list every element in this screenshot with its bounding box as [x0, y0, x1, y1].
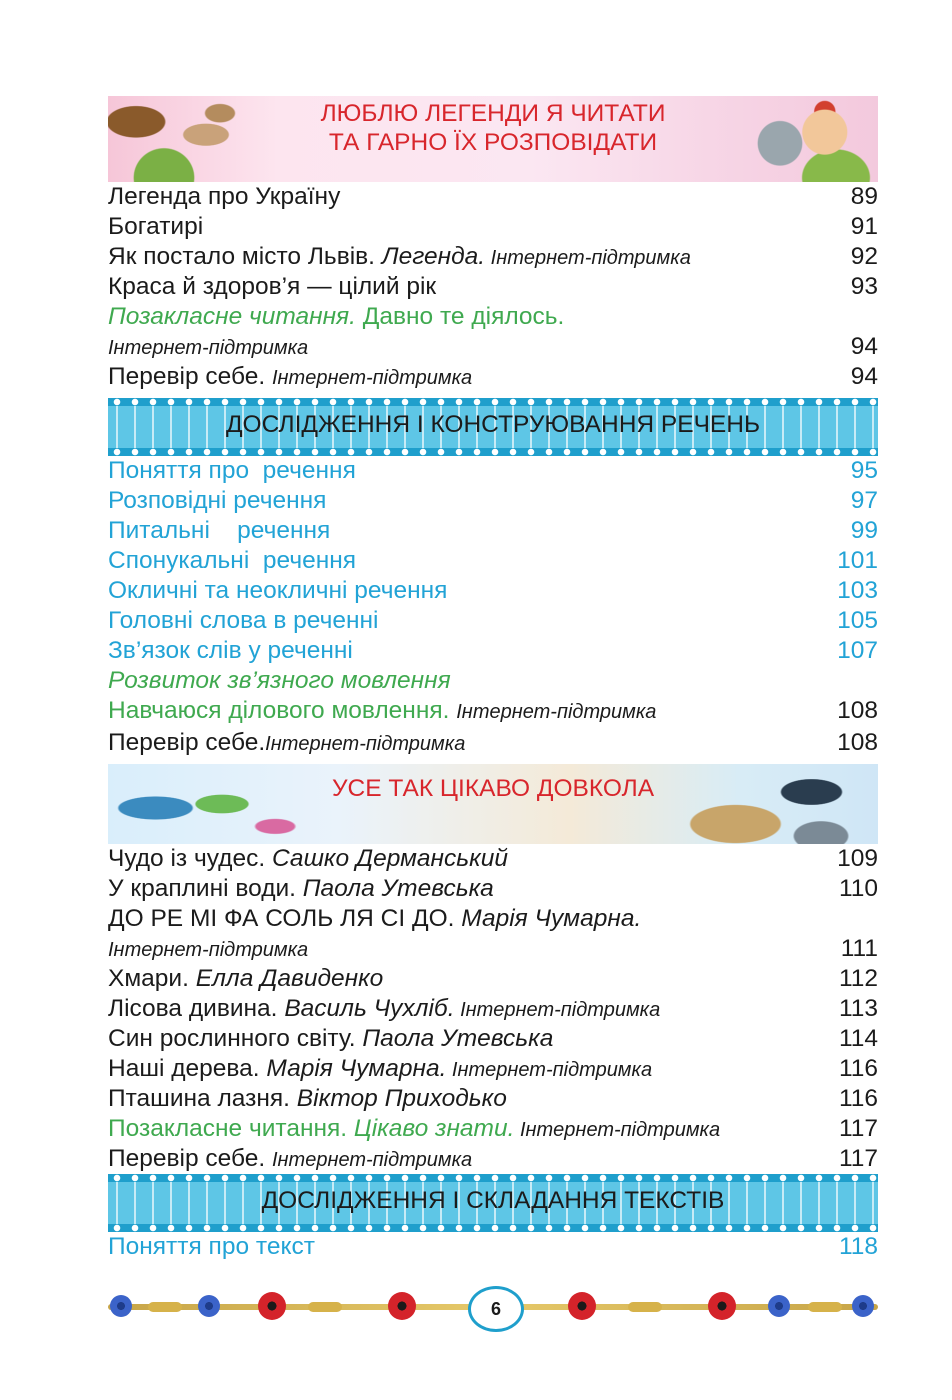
section-banner-legends — [108, 96, 878, 182]
page-number: 99 — [850, 517, 878, 544]
toc-entry[interactable]: Головні слова в реченні 105 — [108, 607, 878, 634]
section-title: ДОСЛІДЖЕННЯ І КОНСТРУЮВАННЯ РЕЧЕНЬ — [225, 411, 761, 438]
poppy-icon — [388, 1292, 416, 1320]
page-number: 110 — [838, 875, 878, 902]
toc-entry[interactable]: Легенда про Україну 89 — [108, 183, 878, 210]
cornflower-icon — [110, 1295, 132, 1317]
page-number: 103 — [837, 577, 878, 604]
toc-entry[interactable]: Син рослинного світу. Паола Утевська 114 — [108, 1025, 878, 1052]
cornflower-icon — [852, 1295, 874, 1317]
toc-entry[interactable]: Поняття про текст 118 — [108, 1233, 878, 1260]
page-number: 116 — [838, 1085, 878, 1112]
toc-entry[interactable] — [108, 332, 878, 362]
page-number-badge: 6 — [468, 1286, 524, 1332]
toc-entry[interactable]: ДО РЕ МІ ФА СОЛЬ ЛЯ СІ ДО. Марія Чумарна. — [108, 905, 642, 932]
toc-entry[interactable]: Пташина лазня. Віктор Приходько 116 — [108, 1085, 878, 1112]
page-number: 94 — [850, 363, 878, 390]
internet-support-note: Інтернет-підтримка — [265, 733, 466, 755]
toc-entry[interactable]: Перевір себе.Інтернет-підтримка 108 — [108, 729, 878, 756]
toc-entry[interactable]: Навчаюся ділового мовлення. Інтернет-підтримка 108 — [108, 697, 878, 724]
wheat-icon — [308, 1302, 342, 1312]
page-number: 107 — [837, 637, 878, 664]
toc-entry[interactable]: Лісова дивина. Василь Чухліб. Інтернет-підтримка 113 — [108, 995, 878, 1022]
wheat-icon — [628, 1302, 662, 1312]
poppy-icon — [568, 1292, 596, 1320]
toc-entry[interactable]: Питальні речення 99 — [108, 517, 878, 544]
toc-entry[interactable]: Зв’язок слів у реченні 107 — [108, 637, 878, 664]
page-number: 108 — [837, 697, 878, 724]
toc-entry-extracurricular[interactable]: Позакласне читання. Давно те діялось. — [108, 303, 565, 330]
toc-entry[interactable]: Перевір себе. Інтернет-підтримка 117 — [108, 1145, 878, 1172]
page-number: 111 — [840, 935, 878, 962]
toc-subheading: Розвиток зв’язного мовлення — [108, 667, 451, 694]
toc-entry[interactable]: Чудо із чудес. Сашко Дерманський 109 — [108, 845, 878, 872]
page-number: 92 — [850, 243, 878, 270]
section-banner-sentences — [108, 398, 878, 456]
toc-entry[interactable]: Хмари. Елла Давиденко 112 — [108, 965, 878, 992]
wheat-icon — [808, 1302, 842, 1312]
section-banner-interesting — [108, 764, 878, 844]
wheat-icon — [148, 1302, 182, 1312]
page-number: 105 — [837, 607, 878, 634]
footer-ornament — [108, 1280, 878, 1335]
toc-entry[interactable]: Перевір себе. Інтернет-підтримка 94 — [108, 363, 878, 390]
internet-support-note: Інтернет-підтримка — [108, 337, 309, 359]
page-number: 101 — [837, 547, 878, 574]
internet-support-note: Інтернет-підтримка — [108, 939, 309, 961]
page-number: 116 — [838, 1055, 878, 1082]
section-banner-texts — [108, 1174, 878, 1232]
table-of-contents — [108, 96, 878, 1262]
internet-support-note: Інтернет-підтримка — [485, 247, 691, 269]
toc-entry-extracurricular[interactable]: Позакласне читання. Цікаво знати. Інтернет-підтримка 117 — [108, 1115, 878, 1142]
page-number: 89 — [850, 183, 878, 210]
section-title-line-2: ТА ГАРНО ЇХ РОЗПОВІДАТИ — [328, 129, 658, 156]
toc-entry[interactable]: Поняття про речення 95 — [108, 457, 878, 484]
page-number: 112 — [838, 965, 878, 992]
cornflower-icon — [198, 1295, 220, 1317]
internet-support-note: Інтернет-підтримка — [514, 1119, 721, 1141]
section-title-line-1: ЛЮБЛЮ ЛЕГЕНДИ Я ЧИТАТИ — [320, 100, 666, 127]
page-number: 97 — [850, 487, 878, 514]
toc-entry[interactable]: Розповідні речення 97 — [108, 487, 878, 514]
toc-entry[interactable]: Як постало місто Львів. Легенда. Інтернет-підтримка 92 — [108, 243, 878, 270]
internet-support-note: Інтернет-підтримка — [446, 1059, 653, 1081]
internet-support-note: Інтернет-підтримка — [454, 999, 661, 1021]
poppy-icon — [708, 1292, 736, 1320]
cornflower-icon — [768, 1295, 790, 1317]
page-number: 113 — [838, 995, 878, 1022]
page-number: 117 — [838, 1115, 878, 1142]
page-number: 118 — [838, 1233, 878, 1260]
toc-entry[interactable] — [108, 934, 878, 964]
poppy-icon — [258, 1292, 286, 1320]
toc-entry[interactable]: Окличні та неокличні речення 103 — [108, 577, 878, 604]
page-number: 91 — [850, 213, 878, 240]
page-number: 93 — [850, 273, 878, 300]
toc-entry[interactable]: Богатирі 91 — [108, 213, 878, 240]
internet-support-note: Інтернет-підтримка — [271, 1149, 473, 1171]
toc-entry[interactable]: Наші дерева. Марія Чумарна. Інтернет-підтримка 116 — [108, 1055, 878, 1082]
section-title: УСЕ ТАК ЦІКАВО ДОВКОЛА — [331, 775, 655, 802]
page-number: 108 — [837, 729, 878, 756]
page-number: 117 — [838, 1145, 878, 1172]
toc-entry[interactable]: Краса й здоров’я — цілий рік 93 — [108, 273, 878, 300]
internet-support-note: Інтернет-підтримка — [271, 367, 473, 389]
section-title: ДОСЛІДЖЕННЯ І СКЛАДАННЯ ТЕКСТІВ — [261, 1187, 725, 1214]
page-number: 109 — [837, 845, 878, 872]
page-number: 94 — [850, 333, 878, 360]
page-number: 114 — [838, 1025, 878, 1052]
toc-entry[interactable]: Спонукальні речення 101 — [108, 547, 878, 574]
page-number: 95 — [850, 457, 878, 484]
toc-entry[interactable]: У краплині води. Паола Утевська 110 — [108, 875, 878, 902]
internet-support-note: Інтернет-підтримка — [456, 701, 657, 723]
